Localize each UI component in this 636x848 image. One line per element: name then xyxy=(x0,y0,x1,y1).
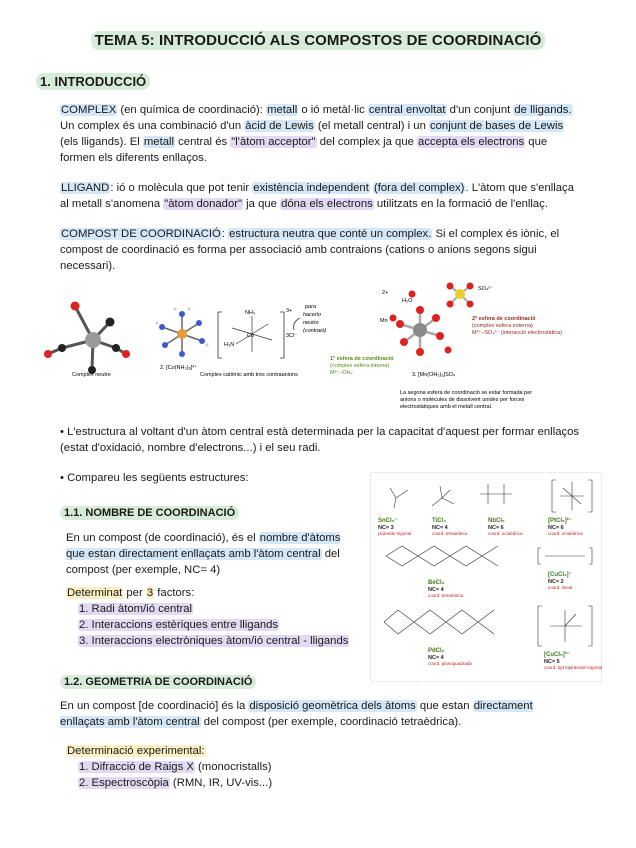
text: del compost (per exemple, coordinació tetraèdrica). xyxy=(200,716,462,728)
highlight: (fora del complex) xyxy=(374,182,465,194)
section-heading-1-1-text: 1.1. NOMBRE DE COORDINACIÓ xyxy=(60,506,239,520)
label-neutral-complex: Complex neutre xyxy=(72,372,111,378)
highlight: central envoltat xyxy=(368,104,446,116)
term-ligand: LLIGAND xyxy=(61,182,110,194)
structure-geometry: coord. lineal xyxy=(548,585,573,590)
manganese-formula: 3. [Mn(OH₂)₆]SO₄ xyxy=(412,372,456,378)
structure-nc: NC= 5 xyxy=(544,659,560,665)
highlight: disposició geomètrica dels àtoms xyxy=(249,700,416,712)
text: ja que xyxy=(243,198,281,210)
sulfate-label: SO₄²⁻ xyxy=(478,286,493,292)
sphere-note-line: La segona esfera de coordinació se estar formada per xyxy=(400,390,533,396)
coordination-number-definition xyxy=(66,530,356,578)
factor-text: 3. Interaccions electròniques àtom/ió central - lligands xyxy=(79,635,349,647)
complex-definition xyxy=(60,102,580,166)
factor-text: 2. Interaccions estèriques entre lligands xyxy=(79,619,279,631)
highlight: metall xyxy=(267,104,298,116)
structure-geometry: coord. octaèdrica xyxy=(488,531,523,536)
section-heading-1-2-text: 1.2. GEOMETRIA DE COORDINACIÓ xyxy=(60,675,256,689)
structure-nc: NC= 2 xyxy=(548,579,564,585)
highlight: 3 xyxy=(146,587,154,599)
highlight: existència independent xyxy=(253,182,369,194)
chloride-counterions: 3Cl⁻ xyxy=(286,333,298,339)
structure-nc: NC= 4 xyxy=(428,587,444,593)
highlight: nombre d'àtoms que estan directament enllaçats amb l'àtom central xyxy=(66,532,341,560)
highlight: metall xyxy=(143,136,175,148)
label-cobalt-cation: 2. [Co(NH₃)₆]³⁺ xyxy=(160,365,198,371)
section-heading-1 xyxy=(36,74,150,89)
text: : ió o molècula que pot tenir xyxy=(110,182,253,194)
charge-3plus: 3+ xyxy=(286,308,293,314)
section-heading-1-1 xyxy=(60,507,239,519)
manganese-label: Mn xyxy=(380,318,388,324)
structure-name: BeCl₂ xyxy=(428,580,445,586)
structure-nc: NC= 6 xyxy=(488,525,504,531)
highlight: Determinació experimental: xyxy=(67,745,205,757)
ligand-definition xyxy=(60,180,580,212)
first-sphere-line: (complex esfera interna) xyxy=(330,363,390,369)
factors-list xyxy=(78,601,368,649)
structure-name: NbCl₅ xyxy=(488,518,505,524)
highlight: Determinat xyxy=(67,587,123,599)
cobalt-complex-molecule xyxy=(156,308,209,358)
text: (monocristalls) xyxy=(194,761,272,773)
text: d'un conjunt xyxy=(446,104,514,116)
highlight: 1. Difracció de Raigs X xyxy=(79,761,194,773)
experimental-determination-title xyxy=(66,743,586,759)
text: factors: xyxy=(154,587,195,599)
bullet-structure: • L'estructura al voltant d'un àtom central està determinada per la capacitat d'aquest per formar enllaços (estat d'oxidació, nombre d'electrons...) i el seu radi. xyxy=(60,426,580,454)
term-compound: COMPOST DE COORDINACIÓ xyxy=(61,228,221,240)
section-heading-1-2 xyxy=(60,676,256,688)
structure-geometry: coord. tetraèdrica xyxy=(428,593,464,598)
handwritten-note: neutro xyxy=(303,320,319,326)
h3n-label: H₃N xyxy=(224,342,235,348)
list-item xyxy=(78,601,368,617)
structure-name: [PtCl₆]²⁻ xyxy=(548,518,572,524)
structure-nc: NC= 3 xyxy=(378,525,394,531)
compound-definition xyxy=(60,226,580,274)
experimental-item xyxy=(78,759,598,775)
text: del compost (per exemple, NC= 4) xyxy=(66,548,340,576)
text: Si el complex és iònic, el compost de coordinació es forma per associació amb contraions (cations o anions segons sigui necessari). xyxy=(60,228,560,272)
manganese-complex-molecule xyxy=(390,283,474,357)
term-complex: COMPLEX xyxy=(61,104,117,116)
structure-name: PdCl₂ xyxy=(428,648,445,654)
first-sphere-line: M²⁺–OH₂ xyxy=(330,370,353,376)
structure-name: TiCl₄ xyxy=(432,518,447,524)
text: (RMN, IR, UV-vis...) xyxy=(169,777,273,789)
charge-2plus: 2+ xyxy=(382,290,389,296)
text: : xyxy=(221,228,229,240)
text: En un compost [de coordinació] és la xyxy=(60,700,249,712)
structure-name: [CuCl₂]⁻ xyxy=(548,572,572,578)
structures-comparison-figure xyxy=(370,472,602,682)
text: o ió metàl·lic xyxy=(298,104,368,116)
highlight: accepta els electrons xyxy=(418,136,525,148)
second-sphere-line: (complex esfera externa) xyxy=(472,323,533,329)
text: utilitzats en la formació de l'enllaç. xyxy=(373,198,548,210)
factors-intro xyxy=(66,585,366,601)
neutral-complex-molecule xyxy=(44,302,130,375)
complex-examples-figure xyxy=(40,282,600,417)
text: (els lligands). El xyxy=(60,136,143,148)
structure-geometry: piràmide trigonal xyxy=(378,531,412,536)
handwritten-note: hacerlo xyxy=(303,312,322,318)
second-sphere-title: 2ª esfera de coordinació xyxy=(472,316,536,322)
coordination-geometry-definition xyxy=(60,698,580,730)
highlight: "àtom donador" xyxy=(164,198,242,210)
list-item xyxy=(78,617,368,633)
structure-geometry: coord. tetraèdrica xyxy=(432,531,468,536)
structure-geometry: coord. planoquadrada xyxy=(428,661,472,666)
highlight: estructura neutra que conté un complex. xyxy=(229,228,432,240)
handwritten-arrow xyxy=(294,318,300,330)
structure-nc: NC= 6 xyxy=(548,525,564,531)
structure-geometry: coord. octaèdrica xyxy=(548,531,583,536)
second-sphere-line: M²⁺–SO₄²⁻ (interacció electrostàtica) xyxy=(472,330,562,336)
handwritten-note: (contraió) xyxy=(303,328,327,334)
text: central és xyxy=(175,136,231,148)
text: Un complex és una combinació d'un xyxy=(60,120,245,132)
highlight: dóna els electrons xyxy=(281,198,373,210)
text: per xyxy=(123,587,146,599)
text: En un compost (de coordinació), és el xyxy=(66,532,259,544)
experimental-item xyxy=(78,775,598,791)
highlight: de lligands. xyxy=(514,104,572,116)
first-sphere-title: 1ª esfera de coordinació xyxy=(330,356,394,362)
water-label: H₂O xyxy=(402,298,413,304)
highlight: conjunt de bases de Lewis xyxy=(429,120,564,132)
text: (en química de coordinació): xyxy=(117,104,267,116)
sphere-note-line: electrostàtiques amb el metall central. xyxy=(400,404,493,410)
bullet-compare: • Compareu les següents estructures: xyxy=(60,472,249,484)
text: (el metall central) i un xyxy=(314,120,429,132)
text: que estan xyxy=(416,700,473,712)
co-label: Co xyxy=(247,333,255,339)
page-title xyxy=(0,32,636,49)
structure-nc: NC= 4 xyxy=(428,655,444,661)
highlight: àcid de Lewis xyxy=(245,120,314,132)
list-item xyxy=(78,633,368,649)
nh3-label: NH₃ xyxy=(245,310,256,316)
text: . L'àtom que s'enllaça al metall s'anomena xyxy=(60,182,574,210)
structure-geometry: coord. bpt bipiràmide trigonal xyxy=(544,665,602,670)
structure-nc: NC= 4 xyxy=(432,525,448,531)
sphere-note-line: anions o molècules de dissolvent unides per forces xyxy=(400,397,525,403)
highlight: 2. Espectroscòpia xyxy=(79,777,169,789)
handwritten-note: para xyxy=(305,304,317,310)
highlight: directament enllaçats amb l'àtom central xyxy=(60,700,533,728)
highlight: "l'àtom acceptor" xyxy=(231,136,316,148)
section-heading-1-text: 1. INTRODUCCIÓ xyxy=(36,73,150,90)
factor-text: 1. Radi àtom/ió central xyxy=(79,603,193,615)
structure-name: SnCl₂⁻ xyxy=(378,518,398,524)
label-cationic-complex: Complex catiònic amb tres contraanions xyxy=(200,372,298,378)
page-title-text: TEMA 5: INTRODUCCIÓ ALS COMPOSTOS DE COORDINACIÓ xyxy=(91,31,546,50)
text: que formen els diferents enllaços. xyxy=(60,136,548,164)
structure-name: [CuCl₅]³⁻ xyxy=(544,652,570,658)
text: del complex ja que xyxy=(316,136,418,148)
